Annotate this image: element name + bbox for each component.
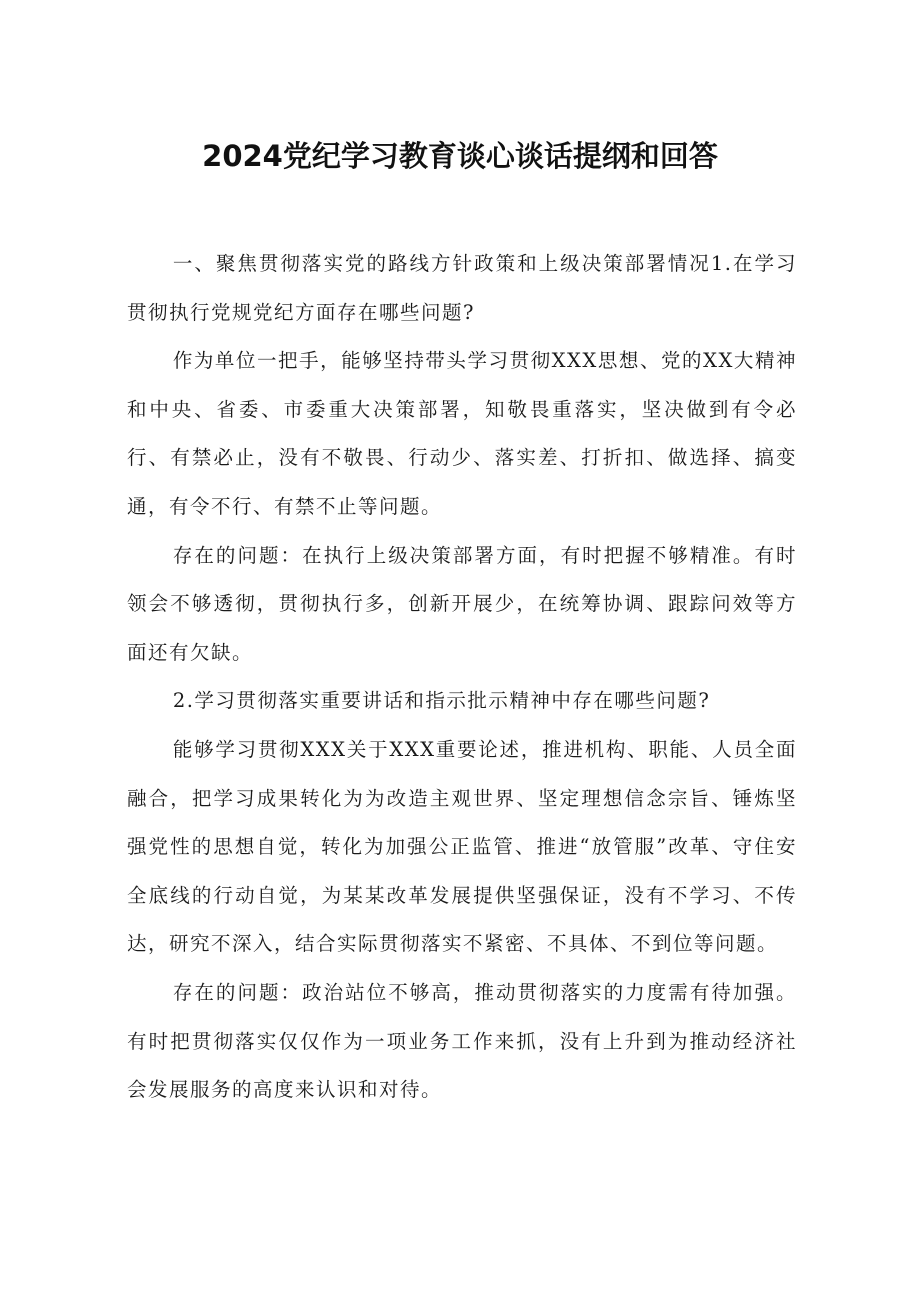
paragraph-problem-2: 存在的问题：政治站位不够高，推动贯彻落实的力度需有待加强。有时把贯彻落实仅仅作为一项业务工作来抓，没有上升到为推动经济社会发展服务的高度来认识和对待。 xyxy=(127,980,797,1102)
paragraph-problem-1: 存在的问题：在执行上级决策部署方面，有时把握不够精准。有时领会不够透彻，贯彻执行多，创新开展少，在统筹协调、跟踪问效等方面还有欠缺。 xyxy=(127,543,797,664)
paragraph-section-heading: 一、聚焦贯彻落实党的路线方针政策和上级决策部署情况1.在学习贯彻执行党规党纪方面存在哪些问题? xyxy=(127,252,797,324)
paragraph-question-2: 2.学习贯彻落实重要讲话和指示批示精神中存在哪些问题? xyxy=(172,689,711,713)
paragraph-answer-2: 能够学习贯彻XXX关于XXX重要论述，推进机构、职能、人员全面融合，把学习成果转化为为改造主观世界、坚定理想信念宗旨、锤炼坚强党性的思想自觉，转化为加强公正监管、推进“放管服”改革、守住安全底线的行动自觉，为某某改革发展提供坚强保证，没有不学习、不传达，研究不深入，结合实际贯彻落实不紧密、不具体、不到位等问题。 xyxy=(127,737,797,956)
document-title: 2024党纪学习教育谈心谈话提纲和回答 xyxy=(202,139,718,173)
document-body xyxy=(127,240,797,1115)
paragraph-answer-1: 作为单位一把手，能够坚持带头学习贯彻XXX思想、党的XX大精神和中央、省委、市委重大决策部署，知敬畏重落实，坚决做到有令必行、有禁必止，没有不敬畏、行动少、落实差、打折扣、做选择、搞变通，有令不行、有禁不止等问题。 xyxy=(127,349,797,518)
